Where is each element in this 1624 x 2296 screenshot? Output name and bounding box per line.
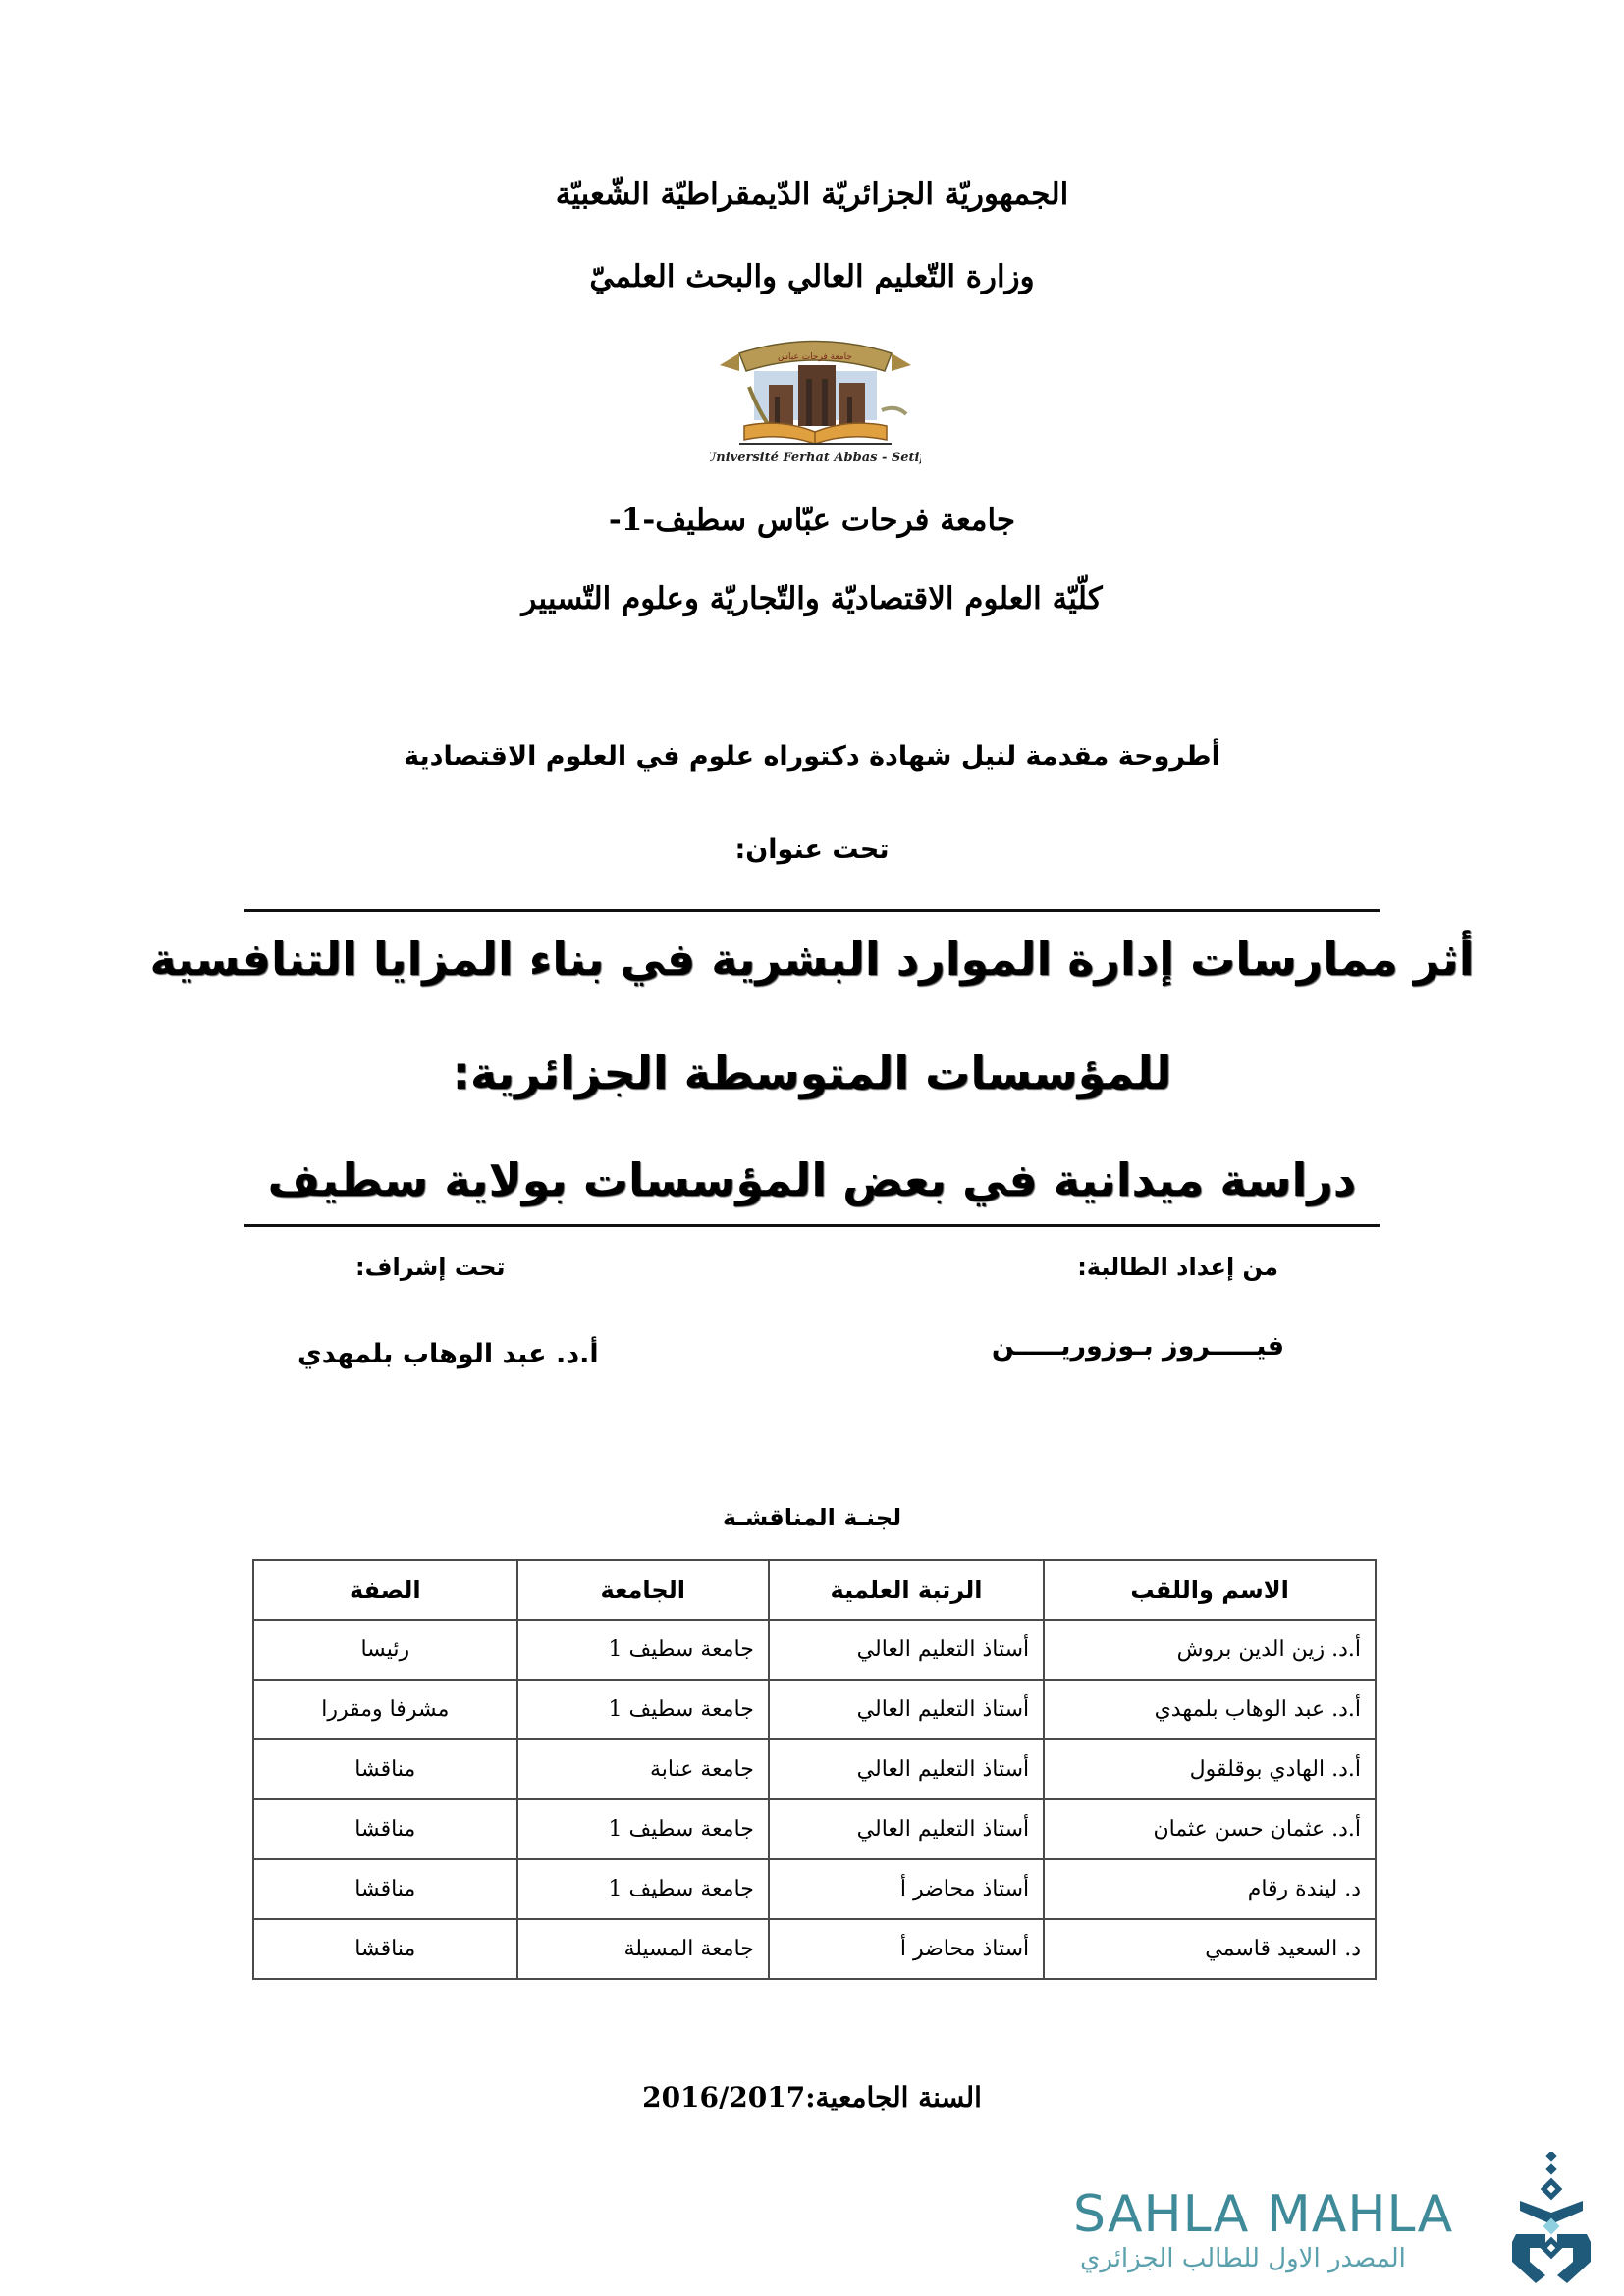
title-bottom-rule bbox=[244, 1224, 1380, 1227]
committee-title: لجنـة المناقشـة bbox=[722, 1504, 902, 1531]
title-top-rule bbox=[244, 909, 1380, 912]
degree-statement: أطروحة مقدمة لنيل شهادة دكتوراه علوم في العلوم الاقتصادية bbox=[404, 741, 1220, 772]
member-university: جامعة سطيف 1 bbox=[517, 1799, 769, 1859]
student-name: فيـــــروز بـوزوريـــــن bbox=[991, 1331, 1284, 1362]
svg-text:Université Ferhat Abbas - Seti: Université Ferhat Abbas - Setif bbox=[710, 451, 921, 465]
member-university: جامعة سطيف 1 bbox=[517, 1680, 769, 1739]
member-rank: أستاذ التعليم العالي bbox=[769, 1799, 1044, 1859]
table-row bbox=[253, 1739, 1376, 1799]
thesis-title-line-1: أثر ممارسات إدارة الموارد البشرية في بناء المزايا التنافسية bbox=[149, 933, 1475, 986]
table-row bbox=[253, 1799, 1376, 1859]
member-rank: أستاذ محاضر أ bbox=[769, 1859, 1044, 1919]
thesis-title-line-2: للمؤسسات المتوسطة الجزائرية: bbox=[452, 1046, 1172, 1099]
member-rank: أستاذ التعليم العالي bbox=[769, 1620, 1044, 1680]
member-university: جامعة سطيف 1 bbox=[517, 1859, 769, 1919]
sahla-mahla-logo-icon bbox=[1510, 2152, 1593, 2287]
member-role: مناقشا bbox=[253, 1859, 517, 1919]
member-name: د. ليندة رقام bbox=[1044, 1859, 1376, 1919]
member-name: أ.د. عبد الوهاب بلمهدي bbox=[1044, 1680, 1376, 1739]
member-name: أ.د. عثمان حسن عثمان bbox=[1044, 1799, 1376, 1859]
republic-heading: الجمهوريّة الجزائريّة الدّيمقراطيّة الشّعبيّة bbox=[555, 177, 1069, 212]
column-header-university: الجامعة bbox=[517, 1560, 769, 1620]
member-role: مناقشا bbox=[253, 1919, 517, 1979]
member-rank: أستاذ محاضر أ bbox=[769, 1919, 1044, 1979]
title-label: تحت عنوان: bbox=[734, 834, 890, 865]
supervisor-name: أ.د. عبد الوهاب بلمهدي bbox=[298, 1339, 599, 1369]
academic-year: السنة الجامعية:2016/2017 bbox=[642, 2081, 982, 2113]
student-label: من إعداد الطالبة: bbox=[1077, 1254, 1278, 1281]
table-row bbox=[253, 1620, 1376, 1680]
column-header-name: الاسم واللقب bbox=[1044, 1560, 1376, 1620]
watermark-tagline: المصدر الاول للطالب الجزائري bbox=[1080, 2244, 1406, 2273]
table-header-row bbox=[253, 1560, 1376, 1620]
university-emblem-icon bbox=[710, 324, 921, 471]
thesis-title-line-3: دراسة ميدانية في بعض المؤسسات بولاية سطيف bbox=[267, 1153, 1357, 1206]
member-name: أ.د. زين الدين بروش bbox=[1044, 1620, 1376, 1680]
member-university: جامعة المسيلة bbox=[517, 1919, 769, 1979]
member-role: رئيسا bbox=[253, 1620, 517, 1680]
university-name: جامعة فرحات عبّاس سطيف-1- bbox=[608, 503, 1016, 538]
member-role: مناقشا bbox=[253, 1739, 517, 1799]
ministry-heading: وزارة التّعليم العالي والبحث العلميّ bbox=[589, 259, 1035, 294]
column-header-role: الصفة bbox=[253, 1560, 517, 1620]
member-name: أ.د. الهادي بوقلقول bbox=[1044, 1739, 1376, 1799]
watermark-brand: SAHLA MAHLA bbox=[1073, 2185, 1454, 2244]
member-rank: أستاذ التعليم العالي bbox=[769, 1739, 1044, 1799]
member-role: مناقشا bbox=[253, 1799, 517, 1859]
committee-table bbox=[252, 1559, 1377, 1980]
member-rank: أستاذ التعليم العالي bbox=[769, 1680, 1044, 1739]
member-role: مشرفا ومقررا bbox=[253, 1680, 517, 1739]
supervisor-label: تحت إشراف: bbox=[355, 1254, 506, 1281]
column-header-rank: الرتبة العلمية bbox=[769, 1560, 1044, 1620]
member-university: جامعة عنابة bbox=[517, 1739, 769, 1799]
faculty-name: كلّيّة العلوم الاقتصاديّة والتّجاريّة وعلوم التّسيير bbox=[521, 581, 1103, 616]
university-logo bbox=[710, 324, 921, 471]
table-row bbox=[253, 1919, 1376, 1979]
svg-text:جامعة فرحات عباس: جامعة فرحات عباس bbox=[778, 352, 852, 362]
member-name: د. السعيد قاسمي bbox=[1044, 1919, 1376, 1979]
member-university: جامعة سطيف 1 bbox=[517, 1620, 769, 1680]
table-row bbox=[253, 1680, 1376, 1739]
table-row bbox=[253, 1859, 1376, 1919]
